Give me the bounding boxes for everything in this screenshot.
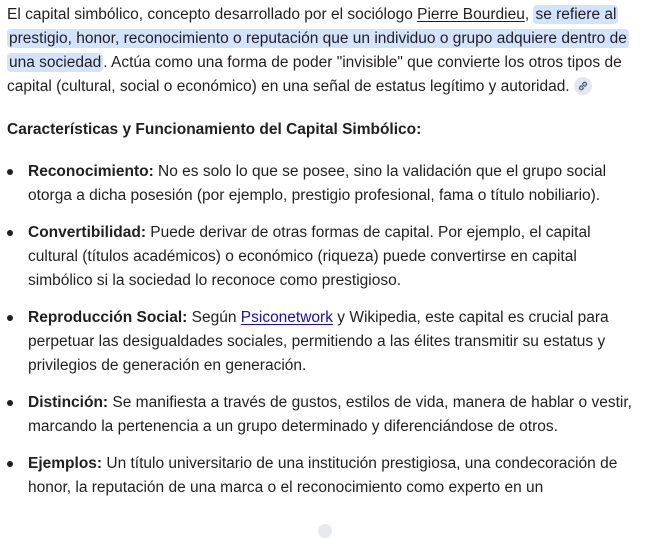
item-term: Ejemplos: [28,455,103,472]
item-text: Se manifiesta a través de gustos, estilos de vida, manera de hablar o vestir, marcando la pertenencia a un grupo determinado y diferenciándose de otros. [28,394,632,435]
psiconetwork-link[interactable]: Psiconetwork [240,309,333,326]
bullet-dot [7,169,13,175]
list-item-reconocimiento [7,160,639,208]
bottom-fade [0,520,668,532]
ai-answer-content [7,0,639,513]
item-term: Distinción: [28,394,109,411]
characteristics-list [7,160,639,500]
item-text: No es solo lo que se posee, sino la validación que el grupo social otorga a dicha posesión (por ejemplo, prestigio profesional, fama o título nobiliario). [28,163,607,204]
author-name-link[interactable]: Pierre Bourdieu [417,6,525,23]
intro-text-end: . Actúa como una forma de poder "invisible" que convierte los otros tipos de capital (cultural, social o económico) en una señal de estatus legítimo y autoridad. [7,54,622,95]
list-item-convertibilidad [7,221,639,293]
item-text-after: y Wikipedia, este capital es crucial para perpetuar las desigualdades sociales, permitiendo a las élites transmitir su estatus y privilegios de generación en generación. [28,309,609,374]
item-term: Reconocimiento: [28,163,154,180]
bullet-dot [7,400,13,406]
item-text-before: Según [187,309,241,326]
list-item-reproduccion-social [7,306,639,378]
list-item-distincion [7,391,639,439]
item-term: Convertibilidad: [28,224,146,241]
list-item-ejemplos [7,452,639,500]
item-text: Un título universitario de una institución prestigiosa, una condecoración de honor, la reputación de una marca o el reconocimiento como experto en un [28,455,618,496]
item-term: Reproducción Social: [28,309,188,326]
source-link-icon[interactable] [574,77,592,95]
intro-text-start: El capital simbólico, concepto desarrollado por el sociólogo [7,6,418,23]
highlighted-definition[interactable]: se refiere al prestigio, honor, reconocimiento o reputación que un individuo o grupo adquiere dentro de una sociedad [9,6,627,71]
link-icon [577,80,589,92]
item-text: Puede derivar de otras formas de capital. Por ejemplo, el capital cultural (títulos académicos) o económico (riqueza) puede convertirse en capital simbólico si la sociedad lo reconoce como prestigioso. [28,224,591,289]
section-heading: Características y Funcionamiento del Capital Simbólico: [7,121,422,138]
scroll-indicator[interactable] [318,524,332,538]
intro-comma: , [524,6,534,23]
bullet-dot [7,315,13,321]
bullet-dot [7,461,13,467]
bullet-dot [7,230,13,236]
intro-paragraph [7,0,639,99]
